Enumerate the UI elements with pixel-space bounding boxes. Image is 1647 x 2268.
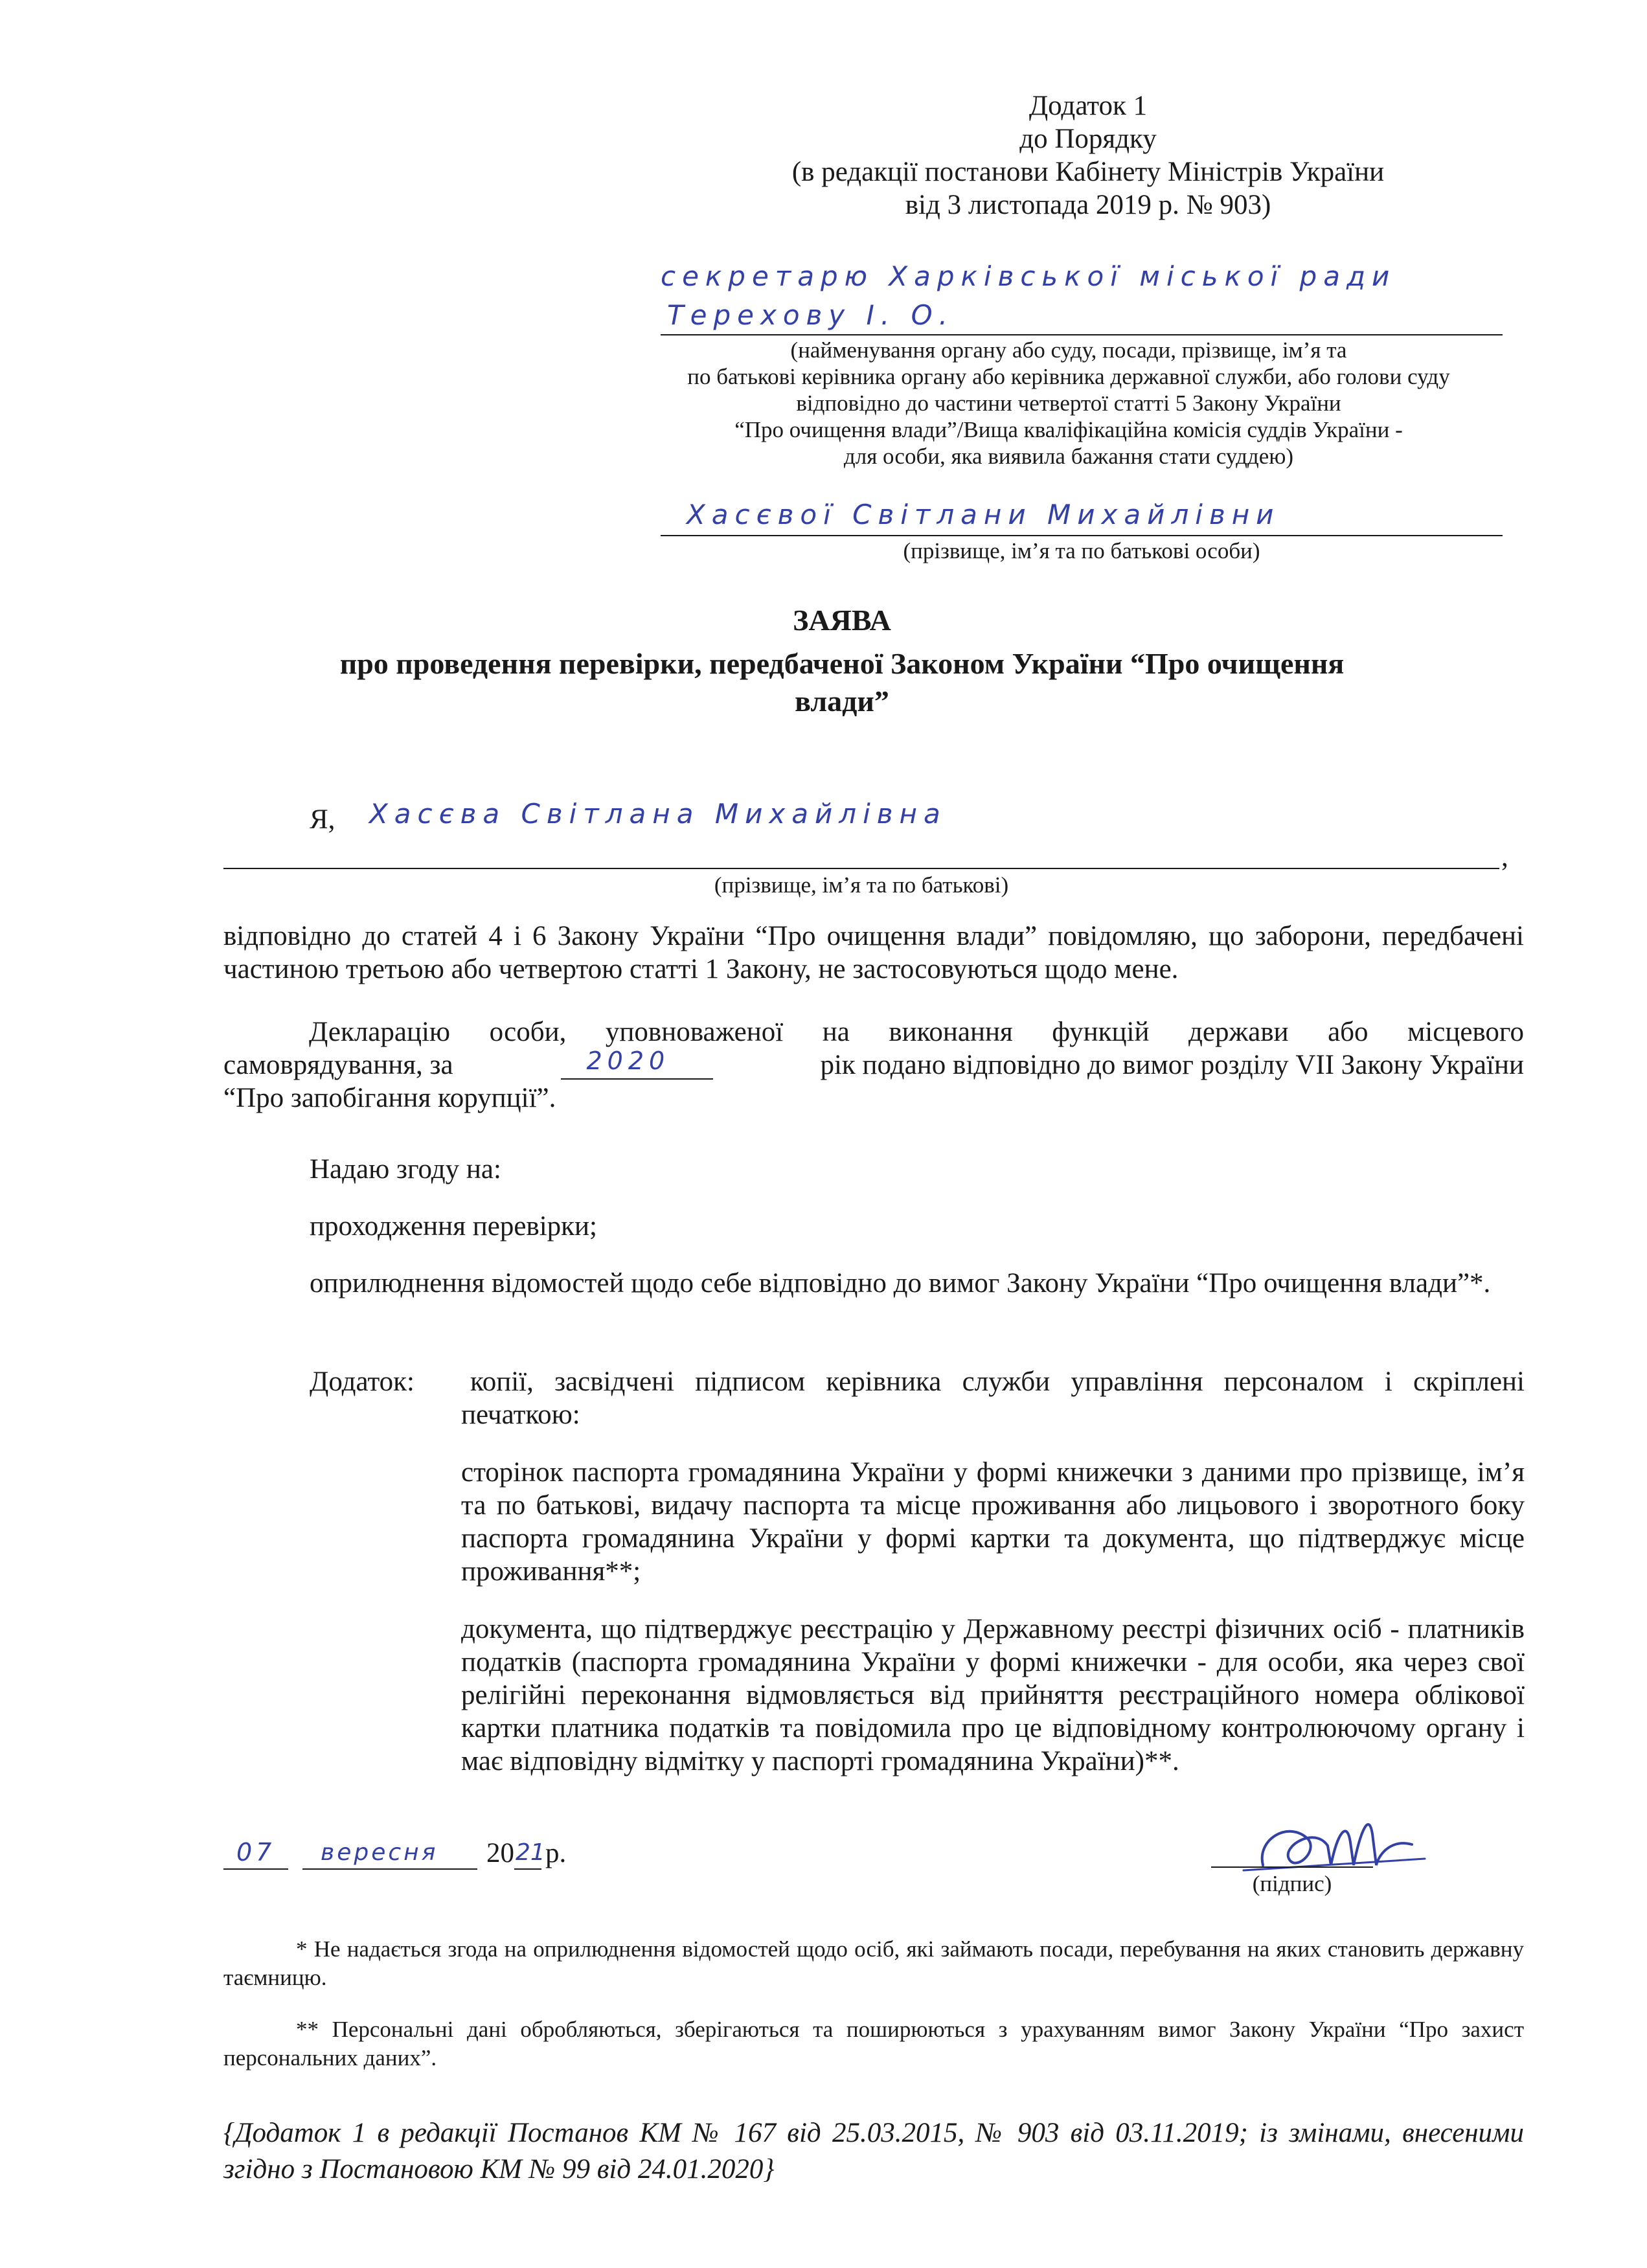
declaration-year-field: [561, 1049, 713, 1080]
addressee-underline: [661, 334, 1503, 335]
footnote-personal-data: ** Персональні дані обробляються, зберігаються та поширюються з урахуванням вимог Закону України “Про захист персональних даних”.: [223, 2017, 1524, 2070]
attachment-item-passport: сторінок паспорта громадянина України у формі книжечки з даними про прізвище, ім’я та по батькові, видачу паспорта та місце проживання або лицьового і зворотного боку паспорта громадянина України у формі картки та документа, що підтверджує місце проживання**;: [461, 1457, 1525, 1587]
consent-heading: Надаю згоду на:: [310, 1154, 501, 1185]
applicant-name-underline: [223, 868, 1499, 869]
declaration-year-handwritten: 2020: [586, 1047, 670, 1075]
attachment-item-copies: копії, засвідчені підписом керівника служби управління персоналом і скріплені печаткою:: [461, 1366, 1525, 1430]
date-month-handwritten: вересня: [321, 1839, 438, 1866]
declaration-line2-prefix: самоврядування, за: [223, 1050, 453, 1080]
attachment-item-tax-registration: документа, що підтверджує реєстрацію у Державному реєстрі фізичних осіб - платників податків (паспорта громадянина України у формі книжечки - для особи, яка через свої релігійні переконання відмовляється від прийняття реєстраційного номера облікової картки платника податків та повідомила про це відповідному контролюючому органу і має відповідну відмітку у паспорті громадянина України)**.: [461, 1614, 1525, 1776]
date-year-prefix: 20: [486, 1838, 514, 1868]
date-year-field: [514, 1839, 545, 1870]
date-line: [223, 1837, 566, 1870]
declaration-line2-suffix: рік подано відповідно до вимог розділу VII Закону України: [820, 1050, 1524, 1080]
subtitle-line2: влади”: [795, 685, 889, 718]
declaration-line1: Декларацію особи, уповноваженої на виконання функцій держави або місцевого: [309, 1017, 1524, 1047]
i-prefix: Я,: [310, 804, 335, 835]
date-day-handwritten: 07: [236, 1838, 276, 1866]
addressee-caption-line2: по батькові керівника органу або керівника державної служби, або голови суду: [687, 364, 1450, 389]
document-title: ЗАЯВА: [793, 604, 891, 637]
amendments-note: {Додаток 1 в редакції Постанов КМ № 167 від 25.03.2015, № 903 від 03.11.2019; із змінами, внесеними згідно з Постановою КМ № 99 від 24.01.2020}: [223, 2118, 1524, 2184]
date-year-end: р.: [545, 1838, 567, 1868]
consent-item-verification: проходження перевірки;: [310, 1211, 598, 1242]
date-month-field: [302, 1839, 477, 1870]
addressee-handwritten-line1: секретарю Харківської міської ради: [661, 260, 1396, 292]
header-edition: (в редакції постанови Кабінету Міністрів України: [791, 157, 1385, 187]
statement-paragraph: відповідно до статей 4 і 6 Закону України “Про очищення влади” повідомляю, що заборони, передбачені частиною третьою або четвертою статті 1 Закону, не застосовуються щодо мене.: [223, 921, 1524, 984]
date-year-handwritten: 21: [516, 1839, 545, 1866]
applicant-name-comma: ,: [1501, 842, 1508, 872]
addressee-handwritten-line2: Терехову І. О.: [667, 299, 955, 331]
attachment-label: Додаток:: [310, 1366, 415, 1397]
footnote-state-secret: * Не надається згода на оприлюднення відомостей щодо осіб, які займають посади, перебування на яких становить державну таємницю.: [223, 1936, 1524, 1990]
header-procedure: до Порядку: [1019, 124, 1157, 154]
date-day-field: [223, 1839, 288, 1870]
header-appendix: Додаток 1: [1028, 91, 1148, 121]
header-date: від 3 листопада 2019 р. № 903): [905, 190, 1271, 220]
addressee-caption: [583, 337, 1554, 470]
declaration-line2: [223, 1049, 1524, 1082]
consent-item-publication: оприлюднення відомостей щодо себе відповідно до вимог Закону України “Про очищення влади”*.: [310, 1268, 1491, 1298]
applicant-name-handwritten: Хасєва Світлана Михайлівна: [369, 798, 947, 830]
addressee-caption-line3: відповідно до частини четвертої статті 5 Закону України: [796, 391, 1341, 416]
declaration-line3: “Про запобігання корупції”.: [223, 1083, 556, 1113]
signature-underline: [1211, 1866, 1373, 1868]
sender-handwritten: Хасєвої Світлани Михайлівни: [687, 499, 1280, 530]
addressee-caption-line5: для особи, яка виявила бажання стати суддею): [843, 444, 1294, 469]
addressee-caption-line1: (найменування органу або суду, посади, прізвище, ім’я та: [790, 337, 1347, 363]
addressee-caption-line4: “Про очищення влади”/Вища кваліфікаційна комісія суддів України -: [734, 417, 1403, 442]
sender-underline: [661, 535, 1503, 536]
declaration-paragraph: [223, 1015, 1524, 1115]
sender-caption: (прізвище, ім’я та по батькові особи): [903, 538, 1260, 563]
document-subtitle: [194, 645, 1490, 720]
header-block: [674, 89, 1503, 221]
subtitle-line1: про проведення перевірки, передбаченої Законом України “Про очищення: [339, 647, 1345, 680]
applicant-name-caption: (прізвище, ім’я та по батькові): [714, 872, 1009, 898]
signature-caption: (підпис): [1252, 1871, 1332, 1896]
